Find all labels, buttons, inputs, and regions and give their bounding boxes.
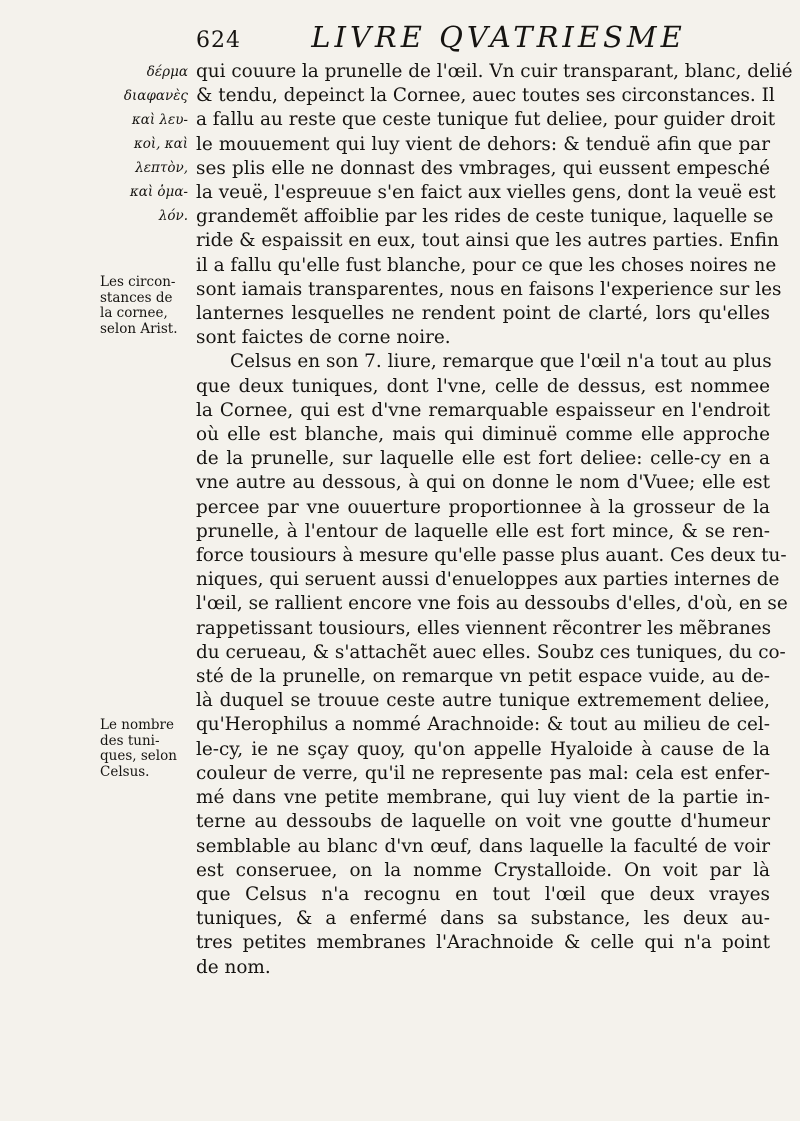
text-line: le mouuement qui luy vient de dehors: & tenduë afin que par bbox=[196, 133, 770, 155]
marginal-note-line: stances de bbox=[100, 289, 173, 306]
text-line: de la prunelle, sur laquelle elle est fort deliee: celle-cy en a bbox=[196, 448, 770, 470]
marginal-note-line: des tuni- bbox=[100, 732, 160, 749]
main-text bbox=[196, 60, 793, 980]
greek-gloss-line: λόν. bbox=[158, 208, 188, 224]
text-line: a fallu au reste que ceste tunique fut deliee, pour guider droit bbox=[196, 109, 776, 131]
text-line: lanternes lesquelles ne rendent point de clarté, lors qu'elles bbox=[196, 303, 770, 325]
marginal-note-tunics bbox=[100, 718, 188, 780]
greek-gloss-line: κοὶ, καὶ bbox=[133, 136, 188, 152]
paragraph-celsus bbox=[196, 350, 788, 979]
marginal-note-line: la cornee, bbox=[100, 305, 168, 321]
marginal-note-line: Celsus. bbox=[100, 763, 150, 780]
marginal-note-line: selon Arist. bbox=[100, 320, 178, 337]
text-line: vne autre au dessous, à qui on donne le nom d'Vuee; elle est bbox=[196, 472, 770, 494]
greek-gloss-line: καὶ λευ- bbox=[131, 112, 188, 128]
page-number: 624 bbox=[196, 28, 241, 53]
text-line: il a fallu qu'elle fust blanche, pour ce que les choses noires ne bbox=[196, 254, 777, 276]
text-line: de nom. bbox=[196, 956, 271, 978]
greek-gloss-line: λεπτὸν, bbox=[135, 160, 188, 176]
text-line: niques, qui seruent aussi d'enueloppes aux parties internes de bbox=[196, 569, 780, 591]
text-line: percee par vne ouuerture proportionnee à la grosseur de la bbox=[196, 496, 770, 518]
text-line: sont iamais transparentes, nous en faisons l'experience sur les bbox=[196, 278, 782, 300]
text-line: Celsus en son 7. liure, remarque que l'œil n'a tout au plus bbox=[230, 351, 772, 373]
text-line: là duquel se trouue ceste autre tunique extremement deliee, bbox=[196, 690, 770, 712]
marginal-note-line: ques, selon bbox=[100, 748, 177, 764]
text-line: force tousiours à mesure qu'elle passe plus auant. Ces deux tu- bbox=[196, 545, 787, 567]
text-line: semblable au blanc d'vn œuf, dans laquelle la faculté de voir bbox=[196, 835, 770, 857]
text-line: ses plis elle ne donnast des vmbrages, qui eussent empesché bbox=[196, 157, 770, 179]
text-line: la Cornee, qui est d'vne remarquable espaisseur en l'endroit bbox=[196, 399, 770, 421]
greek-marginal-gloss bbox=[100, 60, 188, 228]
text-line: mé dans vne petite membrane, qui luy vient de la partie in- bbox=[196, 787, 770, 809]
text-line: tuniques, & a enfermé dans sa substance, les deux au- bbox=[196, 908, 770, 930]
running-head: LIVRE QVATRIESME bbox=[311, 20, 686, 54]
paragraph-cornea bbox=[196, 60, 793, 350]
marginal-note-line: Le nombre bbox=[100, 717, 174, 733]
text-line: que deux tuniques, dont l'vne, celle de dessus, est nommee bbox=[196, 375, 770, 397]
text-line: la veuë, l'espreuue s'en faict aux vielles gens, dont la veuë est bbox=[196, 182, 776, 204]
text-line: du cerueau, & s'attachẽt auec elles. Soubz ces tuniques, du co- bbox=[196, 641, 786, 663]
text-line: tres petites membranes l'Arachnoide & celle qui n'a point bbox=[196, 932, 770, 954]
page-header bbox=[196, 20, 776, 60]
text-line: où elle est blanche, mais qui diminuë comme elle approche bbox=[196, 424, 770, 446]
greek-gloss-line: καὶ ὁμα- bbox=[129, 184, 188, 200]
text-line: rappetissant tousiours, elles viennent rẽcontrer les mẽbranes bbox=[196, 617, 772, 639]
text-line: le-cy, ie ne sçay quoy, qu'on appelle Hyaloide à cause de la bbox=[196, 738, 770, 760]
text-line: sont faictes de corne noire. bbox=[196, 327, 451, 349]
text-line: couleur de verre, qu'il ne represente pas mal: cela est enfer- bbox=[196, 762, 770, 784]
text-line: qu'Herophilus a nommé Arachnoide: & tout au milieu de cel- bbox=[196, 714, 770, 736]
text-line: prunelle, à l'entour de laquelle elle est fort mince, & se ren- bbox=[196, 520, 770, 542]
marginal-note-cornea bbox=[100, 275, 188, 337]
text-line: grandemẽt affoiblie par les rides de ceste tunique, laquelle se bbox=[196, 206, 774, 228]
text-line: est conseruee, on la nomme Crystalloide. On voit par là bbox=[196, 859, 770, 881]
greek-gloss-line: δέρμα bbox=[146, 64, 188, 80]
marginal-note-line: Les circon- bbox=[100, 274, 176, 290]
text-line: que Celsus n'a recognu en tout l'œil que deux vrayes bbox=[196, 883, 770, 905]
greek-gloss-line: διαφανὲς bbox=[123, 88, 188, 104]
text-line: qui couure la prunelle de l'œil. Vn cuir transparant, blanc, delié bbox=[196, 61, 793, 82]
text-line: ride & espaissit en eux, tout ainsi que les autres parties. Enfin bbox=[196, 230, 779, 252]
text-line: & tendu, depeinct la Cornee, auec toutes ses circonstances. Il bbox=[196, 85, 775, 107]
text-line: sté de la prunelle, on remarque vn petit espace vuide, au de- bbox=[196, 666, 770, 688]
text-line: terne au dessoubs de laquelle on voit vne goutte d'humeur bbox=[196, 811, 770, 833]
text-line: l'œil, se rallient encore vne fois au dessoubs d'elles, d'où, en se bbox=[196, 593, 788, 615]
